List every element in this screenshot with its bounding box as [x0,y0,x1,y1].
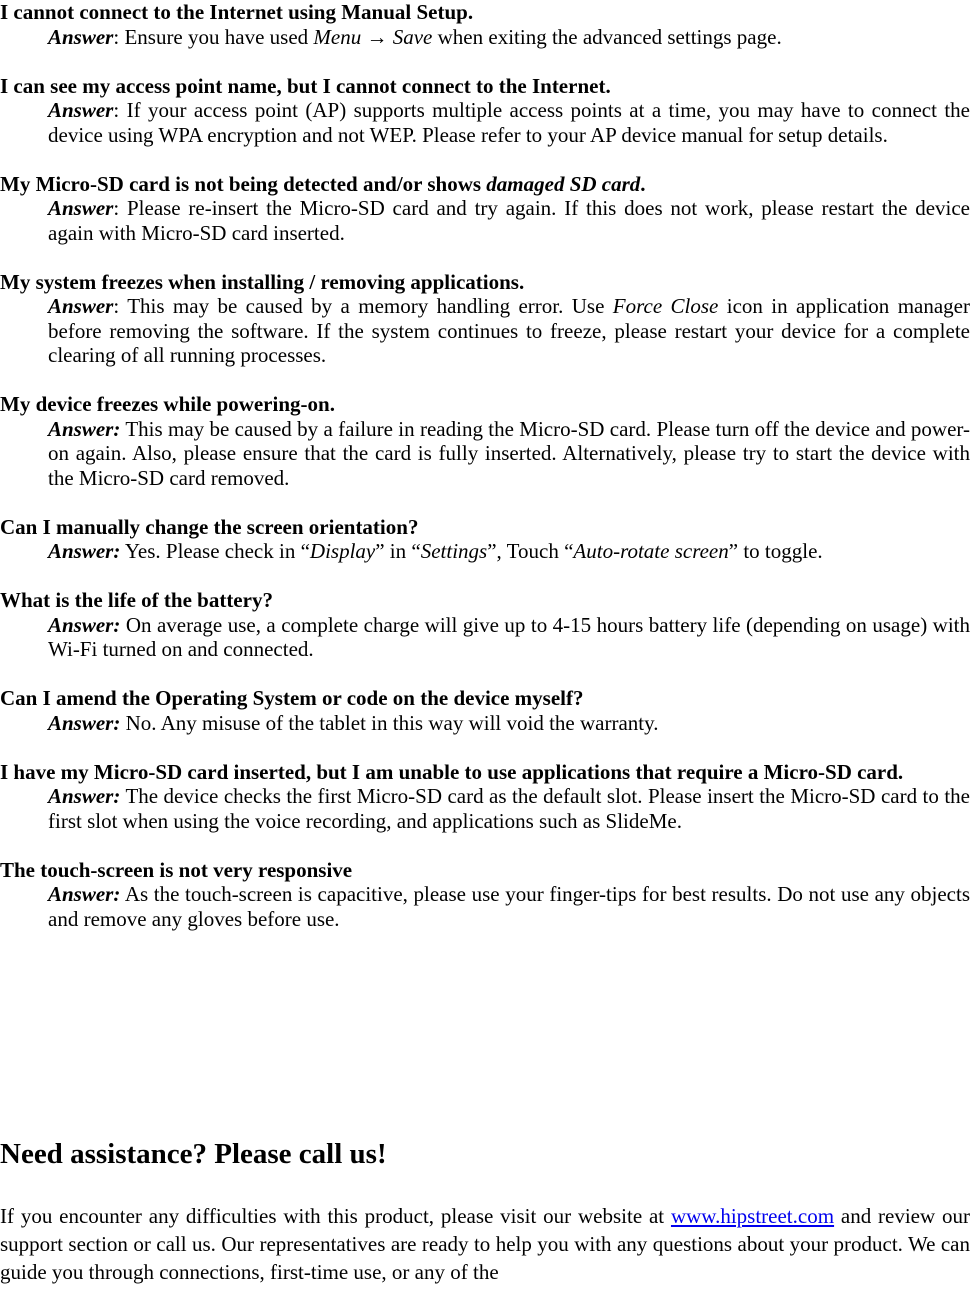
faq-answer [0,711,972,736]
text-run: → [361,24,393,49]
answer-label: Answer [48,98,114,122]
faq-answer [0,784,972,833]
text-run: I cannot connect to the Internet using Manual Setup. [0,0,474,24]
text-run: Can I amend the Operating System or code on the device myself? [0,686,584,710]
text-run: The touch-screen is not very responsive [0,857,353,882]
italic-run: Display [309,539,376,563]
text-run: : This may be caused by a memory handling error. Use [113,294,613,318]
text-run: : Ensure you have used [113,24,314,49]
italic-run: Menu [313,24,362,49]
faq-item [0,270,972,368]
text-run: The device checks the first Micro-SD card as the default slot. Please insert the Micro-SD card to the first slot when using the voice recording, and applications such as SlideMe. [48,784,970,833]
answer-label: Answer [48,196,114,220]
text-run: My Micro-SD card is not being detected and/or shows [0,171,487,196]
italic-run: Force Close [612,294,719,318]
text-run: I have my Micro-SD card inserted, but I am unable to use applications that require a Micro-SD card. [0,759,904,784]
italic-run: Save [392,24,433,49]
faq-question [0,74,972,99]
faq-question [0,760,972,785]
answer-label: Answer: [48,416,121,441]
answer-label: Answer: [48,784,121,808]
faq-answer [0,539,972,564]
faq-answer [0,882,972,931]
text-run: On average use, a complete charge will give up to 4-15 hours battery life (depending on usage) with Wi-Fi turned on and connected. [48,612,970,661]
faq-item [0,760,972,834]
italic-run: Auto-rotate screen [573,539,729,563]
assistance-paragraph [0,1202,972,1286]
text-run: : If your access point (AP) supports multiple access points at a time, you may have to connect the device using WPA encryption and not WEP. Please refer to your AP device manual for setup details. [48,98,970,147]
faq-item [0,588,972,662]
text-run: What is the life of the battery? [0,588,273,612]
faq-question [0,588,972,613]
text-run: ”, Touch “ [487,539,574,563]
italic-run: Settings [420,539,488,563]
answer-label: Answer: [48,612,121,637]
assistance-text-after: and review our support section or call us. Our representatives are ready to help you with any questions about your product. We can guide you through connections, first-time use, or any of the [0,1204,970,1284]
text-run: ” in “ [375,539,421,563]
text-run: As the touch-screen is capacitive, please use your finger-tips for best results. Do not use any objects and remove any gloves before use. [48,882,970,931]
answer-label: Answer: [48,539,121,563]
website-link[interactable]: www.hipstreet.com [670,1204,835,1228]
answer-label: Answer [48,24,114,49]
text-run: when exiting the advanced settings page. [432,24,782,49]
text-run: Can I manually change the screen orientation? [0,514,419,539]
faq-answer [0,417,972,491]
text-run: icon in application manager before removing the software. If the system continues to freeze, please restart your device for a complete clearing of all running processes. [48,294,970,367]
text-run: I can see my access point name, but I cannot connect to the Internet. [0,73,611,98]
faq-item [0,0,972,49]
faq-question [0,270,972,295]
text-run: This may be caused by a failure in reading the Micro-SD card. Please turn off the device and power-on again. Also, please ensure that the card is fully inserted. Alternatively, please try to start the device with the Micro-SD card removed. [48,416,970,490]
italic-run: damaged SD card [486,171,641,196]
assistance-text-before: If you encounter any difficulties with this product, please visit our website at [0,1204,671,1228]
text-run: ” to toggle. [728,539,823,563]
text-run: Yes. Please check in “ [120,539,310,563]
faq-question [0,392,972,417]
answer-label: Answer: [48,710,121,735]
faq-question [0,686,972,711]
faq-item [0,858,972,932]
assistance-section [0,1132,972,1286]
faq-item [0,515,972,564]
assistance-heading: Need assistance? Please call us! [0,1138,387,1170]
faq-item [0,392,972,490]
faq-question [0,515,972,540]
faq-question [0,0,972,25]
faq-answer [0,98,972,147]
faq-question [0,858,972,883]
text-run: My system freezes when installing / removing applications. [0,269,525,294]
text-run: No. Any misuse of the tablet in this way will void the warranty. [120,710,659,735]
answer-label: Answer [48,294,114,318]
text-run: My device freezes while powering-on. [0,392,335,416]
faq-item [0,686,972,735]
answer-label: Answer: [48,882,121,906]
faq-question [0,172,972,197]
faq-item [0,172,972,246]
faq-answer [0,294,972,368]
faq-answer [0,613,972,662]
text-run: . [640,171,646,196]
text-run: : Please re-insert the Micro-SD card and try again. If this does not work, please restart the device again with Micro-SD card inserted. [48,196,970,245]
faq-answer [0,196,972,245]
faq-item [0,74,972,148]
faq-answer [0,25,972,50]
